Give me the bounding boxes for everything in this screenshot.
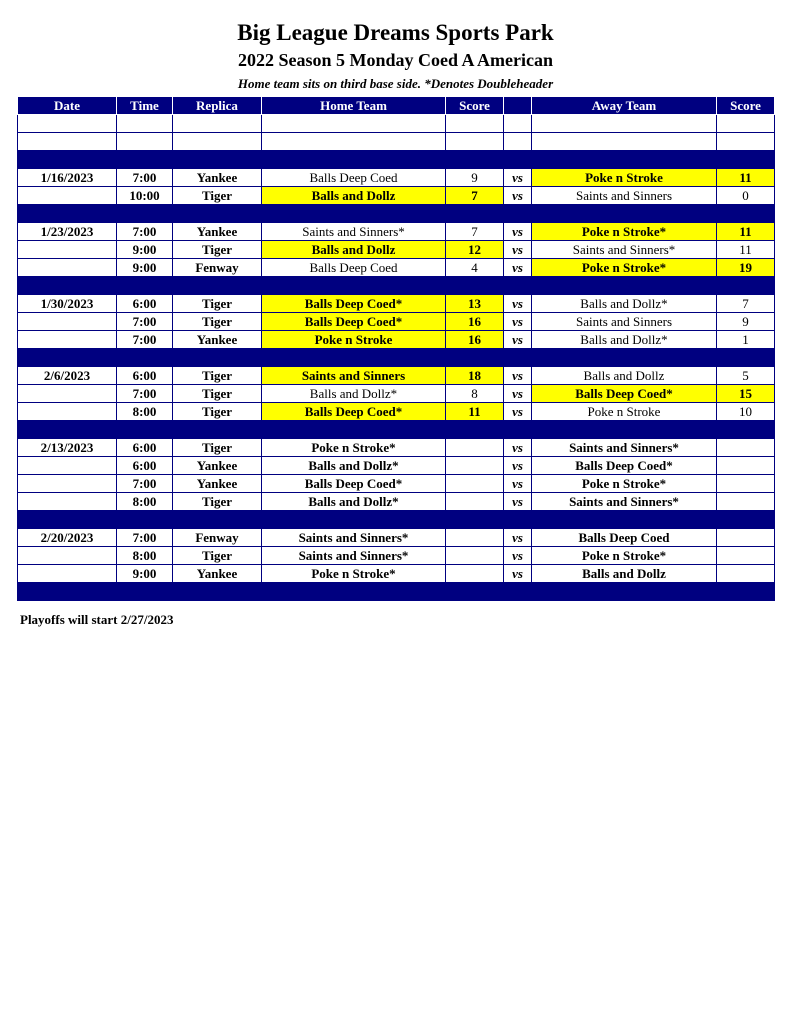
date-cell [18,457,117,475]
replica-cell: Tiger [173,439,262,457]
home-score-cell: 11 [446,403,504,421]
home-team-cell: Balls Deep Coed* [262,295,446,313]
home-score-cell: 16 [446,313,504,331]
home-score-cell [446,277,504,295]
away-score-cell: 9 [717,313,775,331]
replica-cell [173,133,262,151]
separator-row [18,421,775,439]
vs-cell: vs [504,241,532,259]
home-team-cell [262,583,446,601]
header-note: Home team sits on third base side. *Denotes Doubleheader [237,76,554,91]
home-score-cell: 16 [446,331,504,349]
table-row [18,223,775,241]
table-row [18,457,775,475]
away-team-cell: Balls and Dollz* [532,331,717,349]
time-cell: 7:00 [117,529,173,547]
away-team-cell [532,205,717,223]
replica-cell: Tiger [173,403,262,421]
time-cell [117,151,173,169]
away-score-cell [717,439,775,457]
separator-row [18,205,775,223]
vs-cell: vs [504,187,532,205]
replica-cell: Tiger [173,313,262,331]
replica-cell: Tiger [173,547,262,565]
blank-row [18,133,775,151]
time-cell [117,511,173,529]
away-score-cell: 5 [717,367,775,385]
away-team-cell: Poke n Stroke [532,169,717,187]
home-team-cell: Balls Deep Coed* [262,475,446,493]
away-score-cell [717,583,775,601]
away-score-cell [717,529,775,547]
replica-cell [173,205,262,223]
home-score-cell: 18 [446,367,504,385]
vs-cell [504,115,532,133]
replica-cell: Tiger [173,187,262,205]
away-team-cell [532,511,717,529]
vs-cell [504,583,532,601]
separator-row [18,511,775,529]
replica-cell: Fenway [173,529,262,547]
replica-cell: Yankee [173,475,262,493]
vs-cell [504,277,532,295]
date-cell: 2/6/2023 [18,367,117,385]
table-row [18,565,775,583]
time-cell: 7:00 [117,313,173,331]
away-score-cell [717,205,775,223]
time-cell: 8:00 [117,493,173,511]
away-score-cell [717,115,775,133]
vs-cell [504,349,532,367]
date-cell [18,547,117,565]
replica-cell: Tiger [173,385,262,403]
home-score-cell [446,349,504,367]
home-score-cell [446,421,504,439]
home-team-cell [262,349,446,367]
home-team-cell [262,421,446,439]
replica-cell [173,151,262,169]
away-team-cell [532,115,717,133]
date-cell [18,511,117,529]
separator-row [18,277,775,295]
away-score-cell [717,133,775,151]
away-team-cell: Saints and Sinners [532,187,717,205]
away-score-cell: 0 [717,187,775,205]
away-team-cell: Saints and Sinners* [532,493,717,511]
away-score-cell: 11 [717,241,775,259]
time-cell [117,205,173,223]
home-score-cell [446,583,504,601]
time-cell: 8:00 [117,547,173,565]
date-cell: 1/23/2023 [18,223,117,241]
home-team-cell: Balls and Dollz [262,241,446,259]
away-score-cell [717,493,775,511]
home-team-cell: Poke n Stroke [262,331,446,349]
replica-cell: Tiger [173,241,262,259]
home-score-cell [446,475,504,493]
home-score-cell [446,133,504,151]
date-cell: 2/13/2023 [18,439,117,457]
home-team-cell: Balls Deep Coed [262,169,446,187]
away-score-cell [717,457,775,475]
away-score-cell [717,349,775,367]
away-team-cell: Balls Deep Coed* [532,457,717,475]
home-team-cell: Balls Deep Coed [262,259,446,277]
col-date-header: Date [18,97,117,115]
replica-cell [173,583,262,601]
time-cell: 6:00 [117,295,173,313]
vs-cell [504,511,532,529]
date-cell [18,187,117,205]
time-cell: 7:00 [117,223,173,241]
replica-cell [173,349,262,367]
home-team-cell [262,115,446,133]
replica-cell: Yankee [173,169,262,187]
away-team-cell: Balls and Dollz* [532,295,717,313]
blank-row [18,115,775,133]
vs-cell [504,151,532,169]
table-row [18,331,775,349]
date-cell [18,277,117,295]
home-team-cell [262,277,446,295]
home-score-cell: 8 [446,385,504,403]
home-score-cell: 4 [446,259,504,277]
table-row [18,475,775,493]
date-cell [18,349,117,367]
home-score-cell: 9 [446,169,504,187]
home-team-cell: Balls Deep Coed* [262,313,446,331]
home-score-cell [446,547,504,565]
vs-cell: vs [504,457,532,475]
col-home-team-header: Home Team [262,97,446,115]
date-cell [18,565,117,583]
date-cell [18,583,117,601]
time-cell: 6:00 [117,439,173,457]
date-cell: 1/16/2023 [18,169,117,187]
separator-row [18,151,775,169]
table-row [18,529,775,547]
home-score-cell [446,115,504,133]
away-score-cell: 15 [717,385,775,403]
time-cell [117,349,173,367]
vs-cell: vs [504,259,532,277]
table-row [18,385,775,403]
date-cell [18,205,117,223]
vs-cell: vs [504,169,532,187]
home-score-cell [446,511,504,529]
vs-cell [504,133,532,151]
away-team-cell [532,349,717,367]
vs-cell: vs [504,331,532,349]
col-away-team-header: Away Team [532,97,717,115]
date-cell [18,475,117,493]
time-cell: 7:00 [117,331,173,349]
away-team-cell [532,421,717,439]
home-score-cell: 7 [446,187,504,205]
away-team-cell: Poke n Stroke* [532,223,717,241]
replica-cell: Tiger [173,367,262,385]
home-team-cell: Poke n Stroke* [262,439,446,457]
table-row [18,403,775,421]
table-row [18,259,775,277]
time-cell: 8:00 [117,403,173,421]
vs-cell: vs [504,367,532,385]
date-cell [18,385,117,403]
vs-cell: vs [504,385,532,403]
away-score-cell [717,511,775,529]
col-away-score-header: Score [717,97,775,115]
col-home-score-header: Score [446,97,504,115]
away-team-cell: Balls Deep Coed [532,529,717,547]
vs-cell: vs [504,529,532,547]
date-cell [18,421,117,439]
away-score-cell [717,421,775,439]
table-row [18,187,775,205]
away-team-cell: Poke n Stroke [532,403,717,421]
table-row [18,547,775,565]
date-cell [18,115,117,133]
away-team-cell: Saints and Sinners* [532,439,717,457]
replica-cell: Fenway [173,259,262,277]
time-cell: 6:00 [117,457,173,475]
date-cell: 2/20/2023 [18,529,117,547]
home-team-cell: Balls and Dollz* [262,385,446,403]
away-team-cell: Balls Deep Coed* [532,385,717,403]
away-score-cell: 11 [717,169,775,187]
replica-cell: Yankee [173,565,262,583]
time-cell [117,277,173,295]
away-score-cell: 1 [717,331,775,349]
date-cell [18,133,117,151]
home-score-cell [446,151,504,169]
table-row [18,241,775,259]
home-score-cell: 7 [446,223,504,241]
time-cell: 7:00 [117,385,173,403]
vs-cell: vs [504,295,532,313]
page-title: Big League Dreams Sports Park [237,20,554,45]
away-score-cell: 10 [717,403,775,421]
replica-cell [173,421,262,439]
away-score-cell: 19 [717,259,775,277]
away-score-cell [717,565,775,583]
time-cell: 9:00 [117,259,173,277]
col-replica-header: Replica [173,97,262,115]
time-cell [117,133,173,151]
vs-cell: vs [504,493,532,511]
home-team-cell [262,511,446,529]
away-team-cell: Saints and Sinners* [532,241,717,259]
home-score-cell [446,439,504,457]
home-team-cell [262,133,446,151]
date-cell [18,403,117,421]
home-score-cell [446,457,504,475]
page-subtitle: 2022 Season 5 Monday Coed A American [237,50,554,70]
away-team-cell: Saints and Sinners [532,313,717,331]
header-row [18,97,775,115]
time-cell [117,421,173,439]
replica-cell: Yankee [173,457,262,475]
away-score-cell [717,547,775,565]
vs-cell: vs [504,403,532,421]
away-team-cell [532,151,717,169]
replica-cell: Yankee [173,331,262,349]
home-score-cell [446,205,504,223]
away-team-cell [532,277,717,295]
date-cell: 1/30/2023 [18,295,117,313]
home-team-cell: Saints and Sinners* [262,547,446,565]
replica-cell: Tiger [173,493,262,511]
home-team-cell: Poke n Stroke* [262,565,446,583]
home-score-cell: 12 [446,241,504,259]
away-team-cell [532,583,717,601]
replica-cell: Tiger [173,295,262,313]
away-score-cell: 7 [717,295,775,313]
table-row [18,169,775,187]
time-cell: 6:00 [117,367,173,385]
table-row [18,439,775,457]
time-cell [117,583,173,601]
schedule-body [18,115,775,601]
table-row [18,295,775,313]
vs-cell: vs [504,223,532,241]
vs-cell [504,421,532,439]
home-team-cell: Balls and Dollz* [262,457,446,475]
time-cell [117,115,173,133]
away-team-cell: Poke n Stroke* [532,547,717,565]
date-cell [18,151,117,169]
away-team-cell: Balls and Dollz [532,565,717,583]
away-team-cell: Balls and Dollz [532,367,717,385]
vs-cell: vs [504,313,532,331]
date-cell [18,241,117,259]
away-team-cell [532,133,717,151]
date-cell [18,259,117,277]
time-cell: 7:00 [117,169,173,187]
separator-row [18,349,775,367]
away-score-cell [717,151,775,169]
home-team-cell: Balls and Dollz [262,187,446,205]
replica-cell [173,277,262,295]
table-row [18,493,775,511]
home-score-cell: 13 [446,295,504,313]
time-cell: 7:00 [117,475,173,493]
schedule-table [17,96,775,601]
separator-row [18,583,775,601]
away-score-cell [717,277,775,295]
home-team-cell: Balls and Dollz* [262,493,446,511]
vs-cell: vs [504,475,532,493]
away-score-cell [717,475,775,493]
vs-cell: vs [504,547,532,565]
table-row [18,367,775,385]
table-row [18,313,775,331]
home-team-cell [262,205,446,223]
home-team-cell: Saints and Sinners* [262,529,446,547]
replica-cell [173,511,262,529]
time-cell: 9:00 [117,241,173,259]
vs-cell: vs [504,565,532,583]
away-team-cell: Poke n Stroke* [532,475,717,493]
home-team-cell: Saints and Sinners* [262,223,446,241]
time-cell: 9:00 [117,565,173,583]
date-cell [18,313,117,331]
home-team-cell: Saints and Sinners [262,367,446,385]
away-team-cell: Poke n Stroke* [532,259,717,277]
date-cell [18,493,117,511]
home-score-cell [446,493,504,511]
time-cell: 10:00 [117,187,173,205]
replica-cell [173,115,262,133]
footer-note: Playoffs will start 2/27/2023 [20,612,174,627]
home-score-cell [446,565,504,583]
col-time-header: Time [117,97,173,115]
date-cell [18,331,117,349]
vs-cell [504,205,532,223]
col-vs-header [504,97,532,115]
home-score-cell [446,529,504,547]
replica-cell: Yankee [173,223,262,241]
vs-cell: vs [504,439,532,457]
home-team-cell: Balls Deep Coed* [262,403,446,421]
away-score-cell: 11 [717,223,775,241]
home-team-cell [262,151,446,169]
